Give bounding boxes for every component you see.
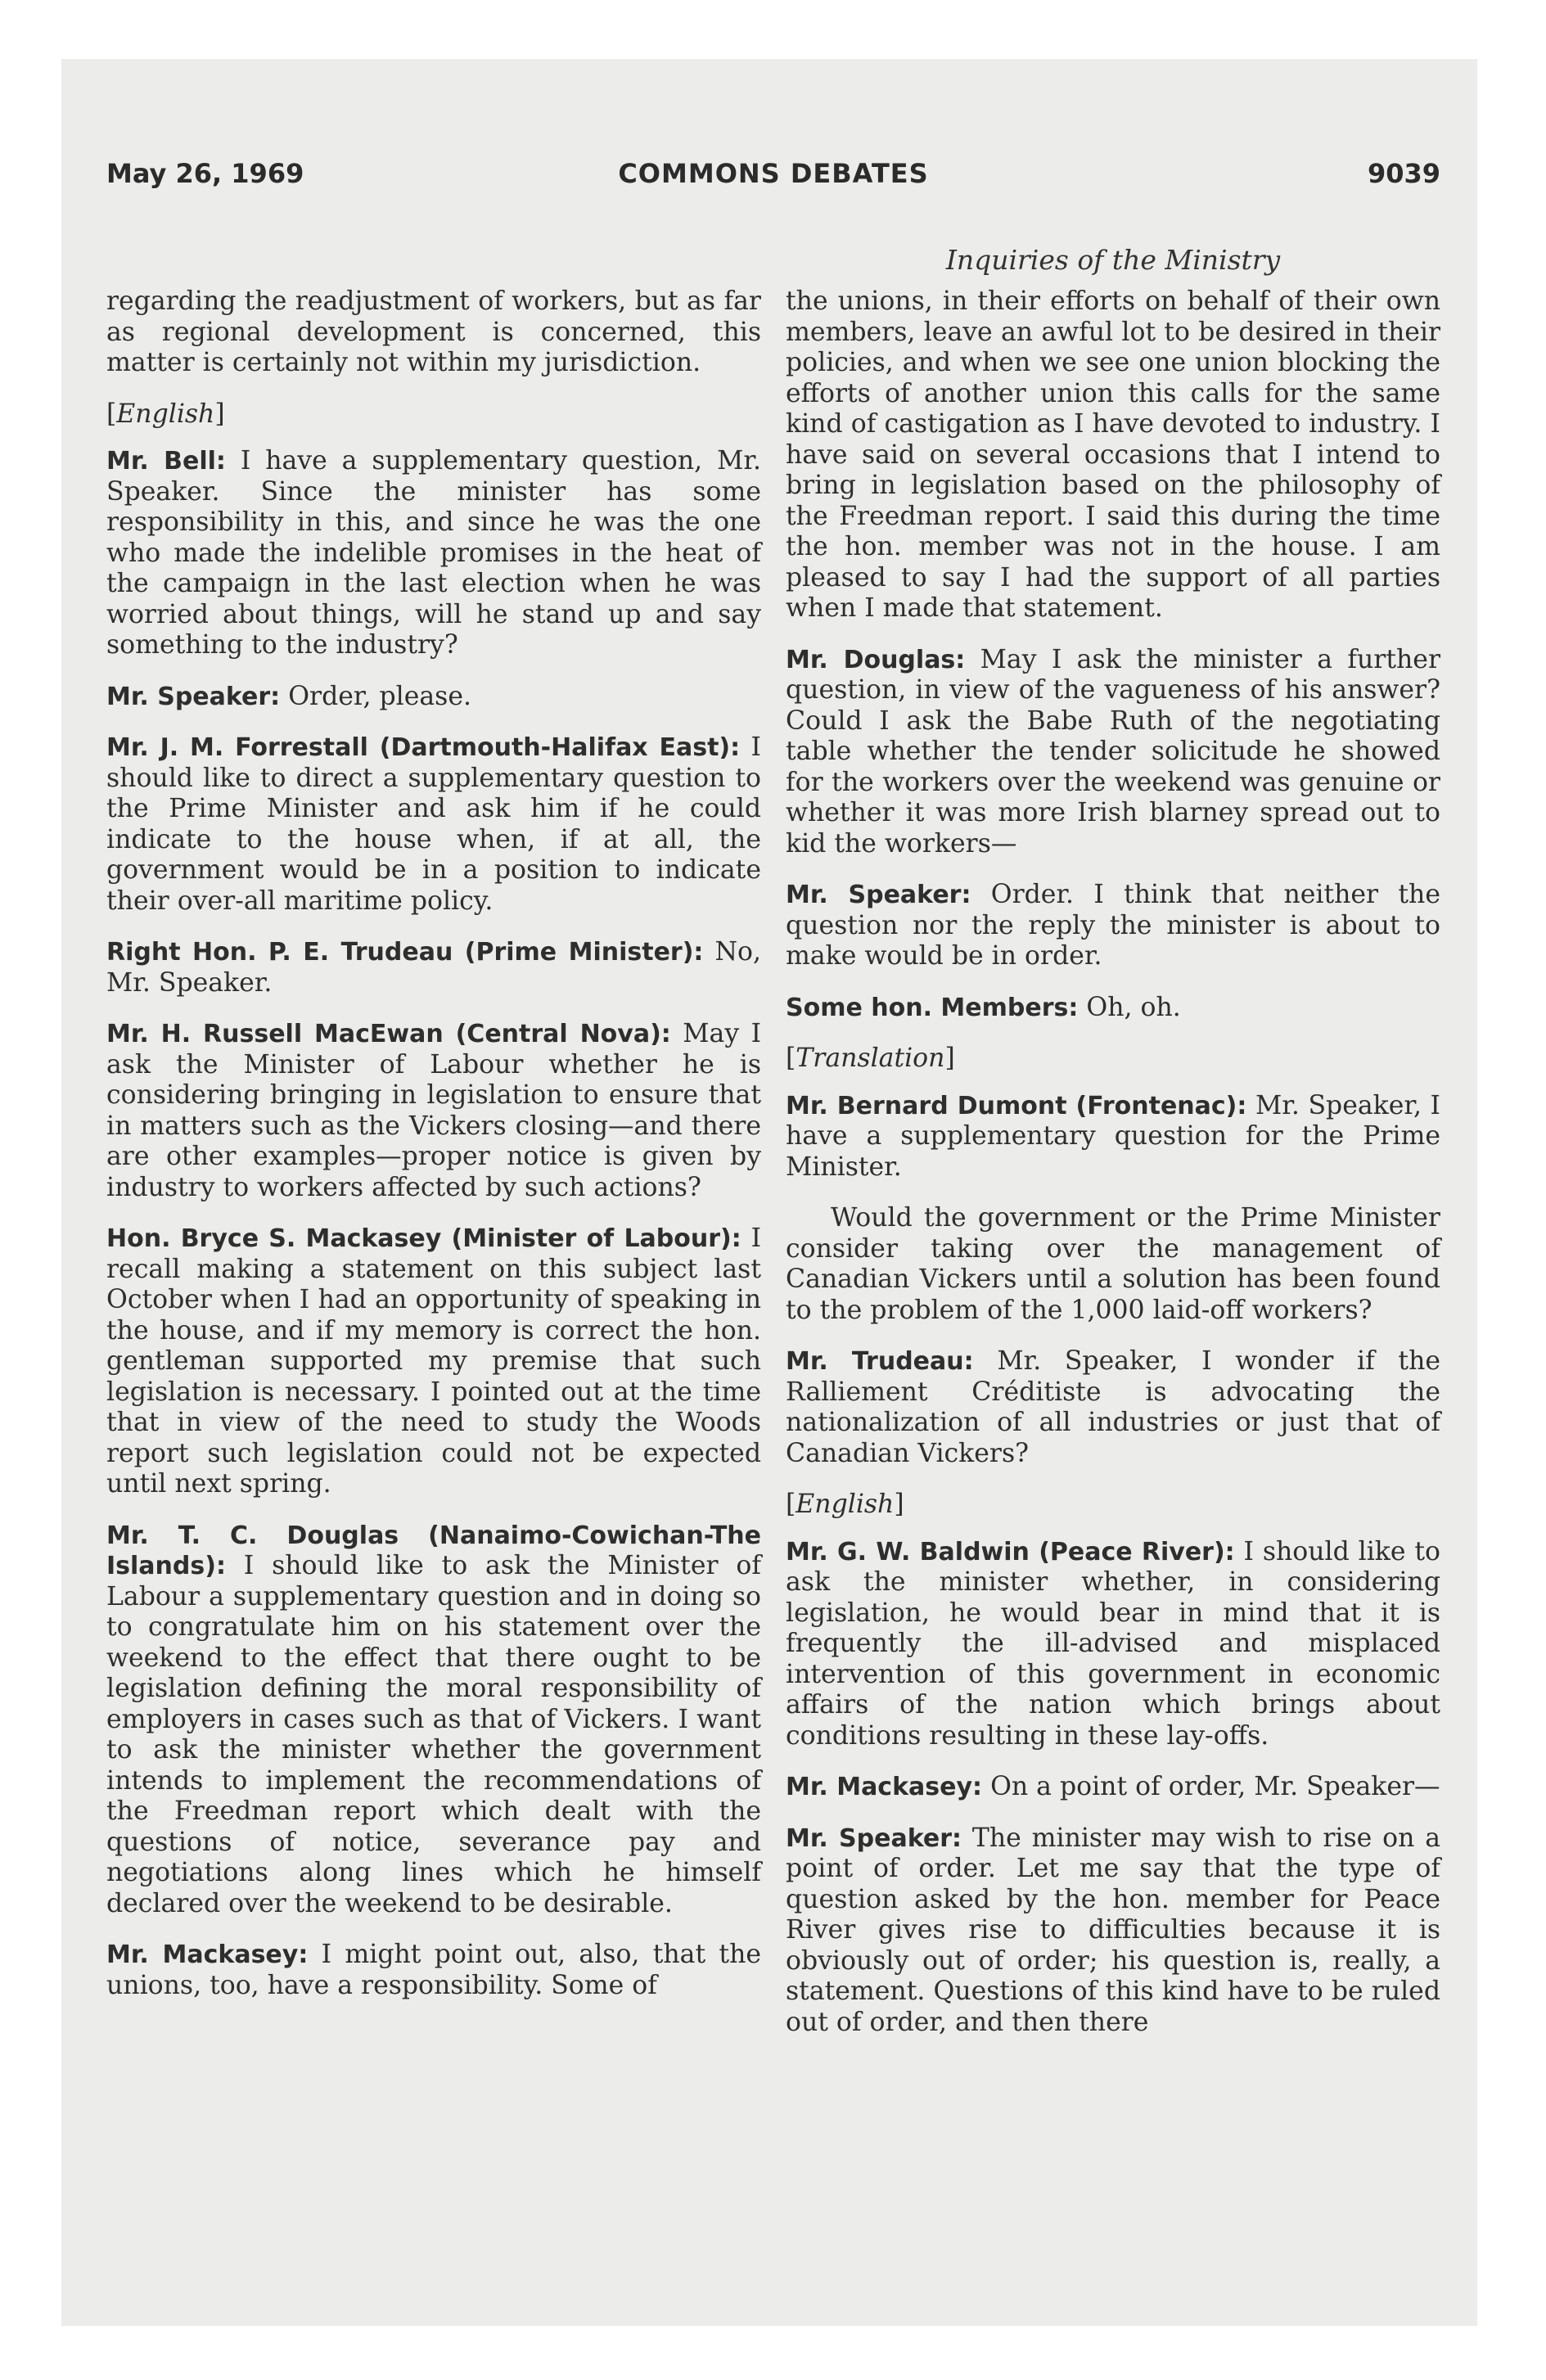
speech-text: May I ask the minister a further question, in view of the vagueness of his answer? Could I ask the Babe Ruth of the negotiating table whether the tender solicitude he showed for the workers over the weekend was genuine or whether it was more Irish blarney spread out to kid the workers— — [786, 644, 1441, 859]
speech-text: I should like to ask the minister whether, in considering legislation, he would bear in mind that it is frequently the ill-advised and misplaced intervention of this government in economic affairs of the nation which brings about conditions resulting in these lay-offs. — [786, 1536, 1440, 1751]
speaker-name: Mr. Speaker: — [106, 682, 281, 711]
speech-paragraph — [786, 993, 1440, 1024]
speech-text: regarding the readjustment of workers, but as far as regional development is concerned, this matter is certainly not within my jurisdiction. — [106, 286, 761, 377]
speaker-name: Mr. Douglas: — [786, 645, 966, 674]
speech-text: I recall making a statement on this subject last October when I had an opportunity of speaking in the house, and if my memory is correct the hon. gentleman supported my premise that such legislation is necessary. I pointed out at the time that in view of the need to study the Woods report such legislation could not be expected until next spring. — [106, 1224, 762, 1499]
right-column — [786, 286, 1440, 2058]
speech-paragraph — [106, 286, 761, 379]
speaker-name: Mr. Bernard Dumont (Frontenac): — [786, 1091, 1247, 1120]
speaker-name: Mr. Bell: — [106, 447, 226, 476]
language-marker: [English] — [786, 1490, 904, 1519]
speech-paragraph — [106, 1521, 761, 1920]
speaker-name: Mr. J. M. Forrestall (Dartmouth-Halifax East): — [106, 733, 741, 762]
language-marker: [Translation] — [786, 1044, 955, 1073]
speaker-name: Mr. Mackasey: — [106, 1941, 309, 1969]
speech-text: I should like to ask the Minister of Labour a supplementary question and in doing so to congratulate him on his statement over the weekend to the effect that there ought to be legislation defining the moral responsibility of employers in cases such as that of Vickers. I want to ask the minister whether the government intends to implement the recommendations of the Freedman report which dealt with the questions of notice, severance pay and negotiations along lines which he himself declared over the weekend to be desirable. — [106, 1551, 762, 1918]
speech-text: I might point out, also, that the unions, too, have a responsibility. Some of — [106, 1940, 762, 2000]
speech-text: The minister may wish to rise on a point of order. Let me say that the type of question asked by the hon. member for Peace River gives rise to difficulties because it is obviously out of order; his question is, really, a statement. Questions of this kind have to be ruled out of order, and then there — [786, 1823, 1441, 2037]
speaker-name: Hon. Bryce S. Mackasey (Minister of Labour): — [106, 1224, 741, 1253]
speaker-name: Mr. G. W. Baldwin (Peace River): — [786, 1537, 1235, 1566]
language-label: English — [116, 399, 215, 429]
speech-text: Would the government or the Prime Minister consider taking over the management of Canadian Vickers until a solution has been found to the problem of the 1,000 laid-off workers? — [786, 1203, 1440, 1325]
speech-text: Mr. Speaker, I wonder if the Ralliement Créditiste is advocating the nationalization of all industries or just that of Canadian Vickers? — [786, 1346, 1441, 1468]
speech-paragraph — [786, 880, 1440, 972]
speech-text: May I ask the Minister of Labour whether he is considering bringing in legislation to ensure that in matters such as the Vickers closing—and there are other examples—proper notice is given by industry to workers affected by such actions? — [106, 1019, 762, 1202]
speech-paragraph — [786, 1203, 1440, 1326]
speech-paragraph — [106, 682, 761, 713]
speech-paragraph — [106, 446, 761, 661]
speech-paragraph — [786, 1772, 1440, 1803]
speech-paragraph — [786, 1091, 1440, 1183]
language-marker: [English] — [106, 399, 225, 429]
speech-text: Oh, oh. — [1086, 992, 1181, 1022]
speech-paragraph — [106, 1019, 761, 1203]
speaker-name: Mr. Speaker: — [786, 1823, 962, 1853]
header-page-number: 9039 — [1367, 158, 1440, 189]
speaker-name: Mr. Speaker: — [786, 881, 971, 909]
speech-paragraph — [786, 1823, 1440, 2039]
speaker-name: Right Hon. P. E. Trudeau (Prime Minister): — [106, 938, 704, 967]
speech-text: On a point of order, Mr. Speaker— — [990, 1772, 1440, 1801]
language-label: Translation — [796, 1044, 945, 1073]
speech-text: Mr. Speaker, I have a supplementary question for the Prime Minister. — [786, 1090, 1441, 1182]
header-date: May 26, 1969 — [106, 158, 304, 189]
header-title: COMMONS DEBATES — [618, 158, 929, 189]
page-header — [106, 158, 1440, 207]
speech-paragraph — [106, 1940, 761, 2001]
speech-paragraph — [786, 1346, 1440, 1469]
speech-text: Order. I think that neither the question nor the reply the minister is about to make would be in order. — [786, 880, 1440, 971]
speaker-name: Mr. H. Russell MacEwan (Central Nova): — [106, 1020, 671, 1048]
speech-paragraph — [786, 645, 1440, 860]
left-column — [106, 286, 761, 2022]
speech-paragraph — [786, 1537, 1440, 1752]
speech-text: Order, please. — [288, 681, 471, 711]
speech-paragraph — [786, 286, 1440, 624]
speech-text: No, Mr. Speaker. — [106, 937, 761, 998]
speech-paragraph — [106, 732, 761, 917]
speaker-name: Some hon. Members: — [786, 993, 1079, 1022]
speech-paragraph — [106, 937, 761, 998]
speech-text: the unions, in their efforts on behalf of their own members, leave an awful lot to be desired in their policies, and when we see one union blocking the efforts of another union this calls for the same kind of castigation as I have devoted to industry. I have said on several occasions that I intend to bring in legislation based on the philosophy of the Freedman report. I said this during the time the hon. member was not in the house. I am pleased to say I had the support of all parties when I made that statement. — [786, 286, 1440, 623]
running-head: Inquiries of the Ministry — [945, 244, 1281, 276]
speaker-name: Mr. T. C. Douglas (Nanaimo-Cowichan-The Islands): — [106, 1521, 761, 1580]
speaker-name: Mr. Mackasey: — [786, 1773, 983, 1801]
speech-paragraph — [106, 1224, 761, 1500]
speech-text: I have a supplementary question, Mr. Speaker. Since the minister has some responsibility in this, and since he was the one who made the indelible promises in the heat of the campaign in the last election when he was worried about things, will he stand up and say something to the industry? — [106, 446, 761, 660]
speech-text: I should like to direct a supplementary question to the Prime Minister and ask him if he could indicate to the house when, if at all, the government would be in a position to indicate their over-all maritime policy. — [106, 732, 761, 916]
speaker-name: Mr. Trudeau: — [786, 1347, 974, 1376]
language-label: English — [796, 1490, 895, 1519]
